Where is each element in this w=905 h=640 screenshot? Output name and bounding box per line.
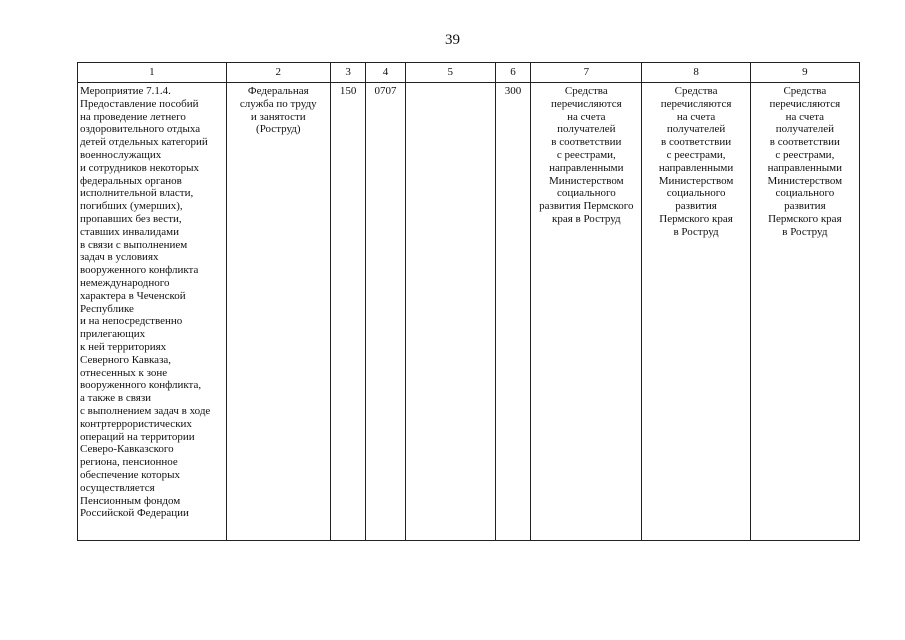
table-row <box>78 83 860 541</box>
text-line: направленными <box>767 161 842 174</box>
text-line: исполнительной власти, <box>80 187 194 200</box>
text-line: с реестрами, <box>556 148 616 161</box>
header-cell-9: 9 <box>750 63 859 83</box>
text-line: с выполнением задач в ходе <box>80 404 211 417</box>
text-line: перечисляются <box>550 97 622 110</box>
code-cell-4: 0707 <box>366 83 405 541</box>
text-line: Российской Федерации <box>80 507 189 520</box>
text-line: Мероприятие 7.1.4. <box>80 85 171 97</box>
text-line: детей отдельных категорий <box>80 136 208 149</box>
text-line: перечисляются <box>769 97 841 110</box>
text-line: операций на территории <box>80 430 195 443</box>
table-header-row <box>78 63 860 83</box>
funding-note-cell-9 <box>750 83 859 541</box>
text-line: и на непосредственно <box>80 315 183 328</box>
text-line: погибших (умерших), <box>80 200 183 213</box>
text-line: направленными <box>658 161 734 174</box>
code-cell-5 <box>405 83 495 541</box>
header-cell-4: 4 <box>366 63 405 83</box>
text-line: (Роструд) <box>256 123 301 136</box>
text-line: вооруженного конфликта <box>80 264 199 277</box>
text-line: контртеррористических <box>80 417 192 430</box>
text-line: перечисляются <box>660 97 732 110</box>
funding-note-lines-9 <box>753 85 857 239</box>
text-line: на проведение летнего <box>80 110 186 123</box>
text-line: края в Роструд <box>551 212 621 225</box>
header-cell-8: 8 <box>642 63 750 83</box>
header-cell-6: 6 <box>495 63 530 83</box>
text-line: Пермского края <box>768 212 842 225</box>
text-line: пропавших без вести, <box>80 212 182 225</box>
text-line: и занятости <box>250 110 306 123</box>
text-line: в соответствии <box>661 136 732 149</box>
text-line: на счета <box>785 110 825 123</box>
text-line: в соответствии <box>769 136 840 149</box>
text-line: в соответствии <box>551 136 622 149</box>
text-line: Пенсионным фондом <box>80 494 181 507</box>
text-line: Министерством <box>767 174 843 187</box>
code-cell-6: 300 <box>495 83 530 541</box>
text-line: на счета <box>676 110 716 123</box>
text-line: получателей <box>557 123 616 136</box>
text-line: Средства <box>783 85 827 97</box>
text-line: федеральных органов <box>80 174 182 187</box>
text-line: задач в условиях <box>80 251 159 264</box>
text-line: а также в связи <box>80 392 152 405</box>
header-cell-1: 1 <box>78 63 227 83</box>
text-line: отнесенных к зоне <box>80 366 168 379</box>
text-line: оздоровительного отдыха <box>80 123 201 136</box>
code-cell-3: 150 <box>330 83 365 541</box>
text-line: с реестрами, <box>775 148 835 161</box>
text-line: в связи с выполнением <box>80 238 188 251</box>
funding-note-cell-8 <box>642 83 750 541</box>
responsible-agency-lines <box>229 85 328 136</box>
text-line: социального <box>775 187 835 200</box>
text-line: в Роструд <box>673 225 719 238</box>
measure-description-lines <box>80 85 225 520</box>
text-line: служба по труду <box>239 97 317 110</box>
text-line: Пермского края <box>659 212 733 225</box>
text-line: вооруженного конфликта, <box>80 379 202 392</box>
header-cell-5: 5 <box>405 63 495 83</box>
text-line: развития Пермского <box>539 200 634 213</box>
text-line: Средства <box>564 85 608 97</box>
text-line: Предоставление пособий <box>80 97 199 110</box>
budget-table <box>77 62 860 541</box>
text-line: осуществляется <box>80 481 155 494</box>
measure-description-cell <box>78 83 227 541</box>
page-number: 39 <box>445 32 460 48</box>
text-line: Северо-Кавказского <box>80 443 174 456</box>
text-line: характера в Чеченской <box>80 289 186 302</box>
text-line: на счета <box>567 110 606 123</box>
text-line: Республике <box>80 302 134 315</box>
text-line: получателей <box>775 123 834 136</box>
text-line: Северного Кавказа, <box>80 353 172 366</box>
funding-note-cell-7 <box>531 83 642 541</box>
header-cell-7: 7 <box>531 63 642 83</box>
text-line: в Роструд <box>782 225 828 238</box>
text-line: получателей <box>666 123 726 136</box>
text-line: региона, пенсионное <box>80 456 178 469</box>
header-cell-3: 3 <box>330 63 365 83</box>
text-line: развития <box>675 200 717 213</box>
text-line: прилегающих <box>80 328 146 341</box>
header-cell-2: 2 <box>226 63 330 83</box>
text-line: и сотрудников некоторых <box>80 161 200 174</box>
text-line: направленными <box>549 161 624 174</box>
text-line: немеждународного <box>80 276 170 289</box>
text-line: с реестрами, <box>666 148 726 161</box>
text-line: обеспечение которых <box>80 468 180 481</box>
text-line: ставших инвалидами <box>80 225 180 238</box>
funding-note-lines-8 <box>644 85 747 239</box>
responsible-agency-cell <box>226 83 330 541</box>
text-line: Средства <box>674 85 718 97</box>
funding-note-lines-7 <box>533 85 639 226</box>
text-line: Министерством <box>549 174 624 187</box>
text-line: Федеральная <box>247 85 309 97</box>
text-line: развития <box>784 200 826 213</box>
text-line: Министерством <box>658 174 734 187</box>
text-line: к ней территориях <box>80 340 167 353</box>
text-line: социального <box>666 187 726 200</box>
text-line: социального <box>556 187 616 200</box>
text-line: военнослужащих <box>80 148 162 161</box>
